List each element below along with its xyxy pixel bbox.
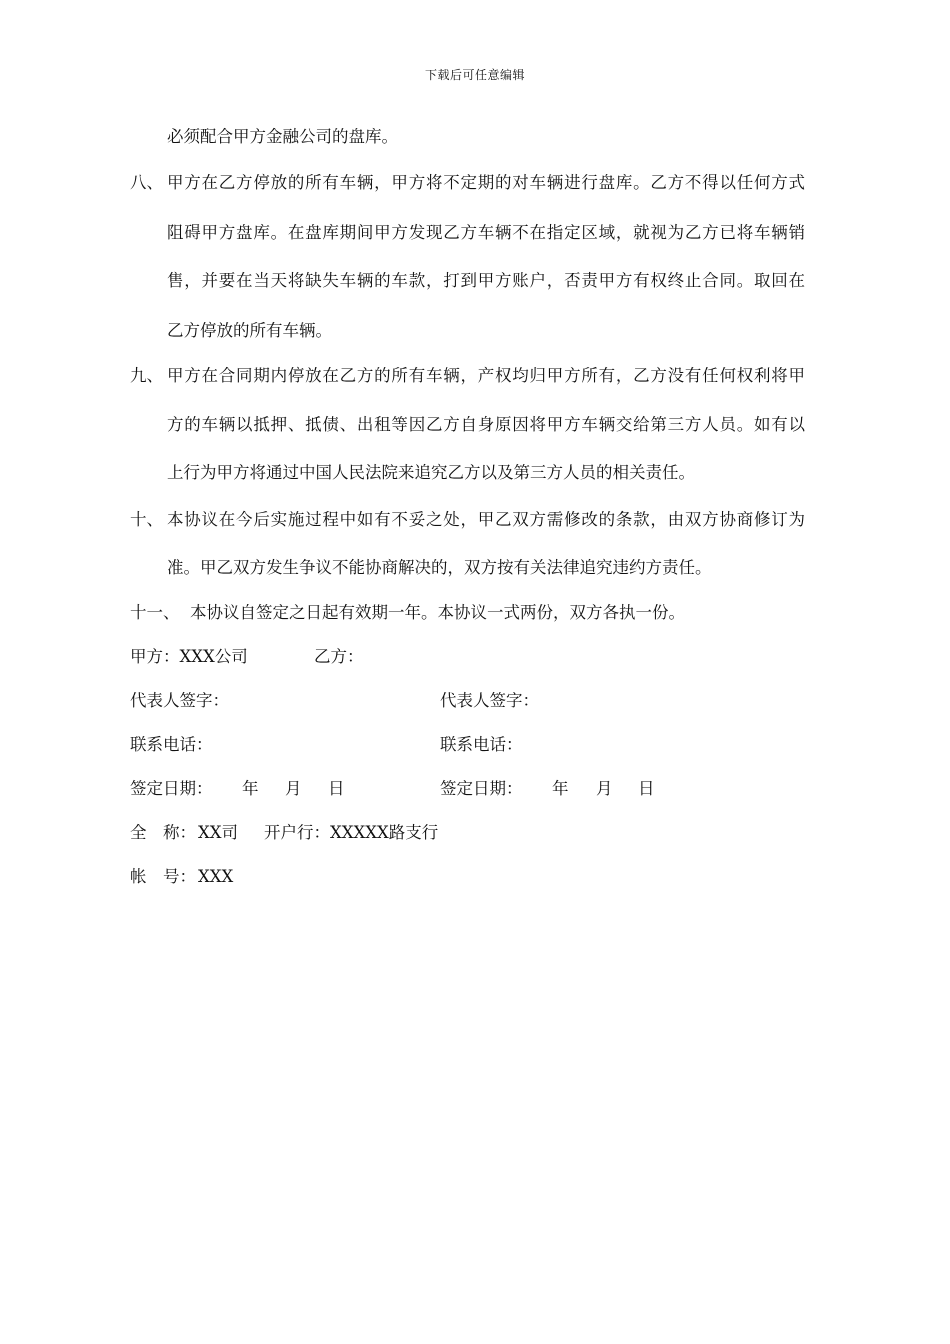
clause-9-line-2: 方的车辆以抵押、抵债、出租等因乙方自身原因将甲方车辆交给第三方人员。如有以: [167, 415, 805, 434]
clause-8-line-2: 阻碍甲方盘库。在盘库期间甲方发现乙方车辆不在指定区域，就视为乙方已将车辆销: [167, 223, 805, 242]
full-name-label: 全 称：: [130, 823, 196, 842]
clause-10-line-2: 准。甲乙双方发生争议不能协商解决的，双方按有关法律追究违约方责任。: [167, 558, 712, 577]
sign-date-b-label: 签定日期：: [440, 779, 523, 798]
sign-date-a-year: 年: [242, 779, 259, 798]
clause-11-text: 本协议自签定之日起有效期一年。本协议一式两份，双方各执一份。: [190, 603, 685, 622]
clause-10-line-1: 本协议在今后实施过程中如有不妥之处，甲乙双方需修改的条款，由双方协商修订为: [167, 510, 805, 529]
clause-8-line-1: 甲方在乙方停放的所有车辆，甲方将不定期的对车辆进行盘库。乙方不得以任何方式: [167, 173, 805, 192]
sign-date-a-label: 签定日期：: [130, 779, 213, 798]
clause-8-line-4: 乙方停放的所有车辆。: [167, 321, 332, 340]
full-name-value: XX司: [198, 823, 238, 842]
party-b-label: 乙方：: [314, 647, 364, 666]
representative-signature-b: 代表人签字：: [440, 691, 539, 710]
clause-10-number: 十、: [130, 510, 163, 529]
contact-phone-b: 联系电话：: [440, 735, 523, 754]
clause-9-number: 九、: [130, 366, 163, 385]
representative-signature-a: 代表人签字：: [130, 691, 229, 710]
clause-9-line-3: 上行为甲方将通过中国人民法院来追究乙方以及第三方人员的相关责任。: [167, 463, 695, 482]
bank-value: XXXXX路支行: [330, 823, 439, 842]
account-label: 帐 号：: [130, 867, 196, 886]
clause-8-line-3: 售，并要在当天将缺失车辆的车款，打到甲方账户，否责甲方有权终止合同。取回在: [167, 271, 805, 290]
sign-date-b-year: 年: [552, 779, 569, 798]
clause-7-continuation: 必须配合甲方金融公司的盘库。: [167, 127, 398, 146]
bank-label: 开户行：: [264, 823, 330, 842]
contact-phone-a: 联系电话：: [130, 735, 213, 754]
clause-9-line-1: 甲方在合同期内停放在乙方的所有车辆，产权均归甲方所有，乙方没有任何权利将甲: [167, 366, 805, 385]
clause-11-number: 十一、: [130, 603, 180, 622]
sign-date-b-month: 月: [596, 779, 613, 798]
party-a-label: 甲方：XXX公司: [130, 647, 248, 666]
clause-8-number: 八、: [130, 173, 163, 192]
sign-date-b-day: 日: [638, 779, 655, 798]
sign-date-a-month: 月: [285, 779, 302, 798]
sign-date-a-day: 日: [328, 779, 345, 798]
header-note: 下载后可任意编辑: [424, 68, 525, 82]
account-value: XXX: [198, 867, 234, 886]
